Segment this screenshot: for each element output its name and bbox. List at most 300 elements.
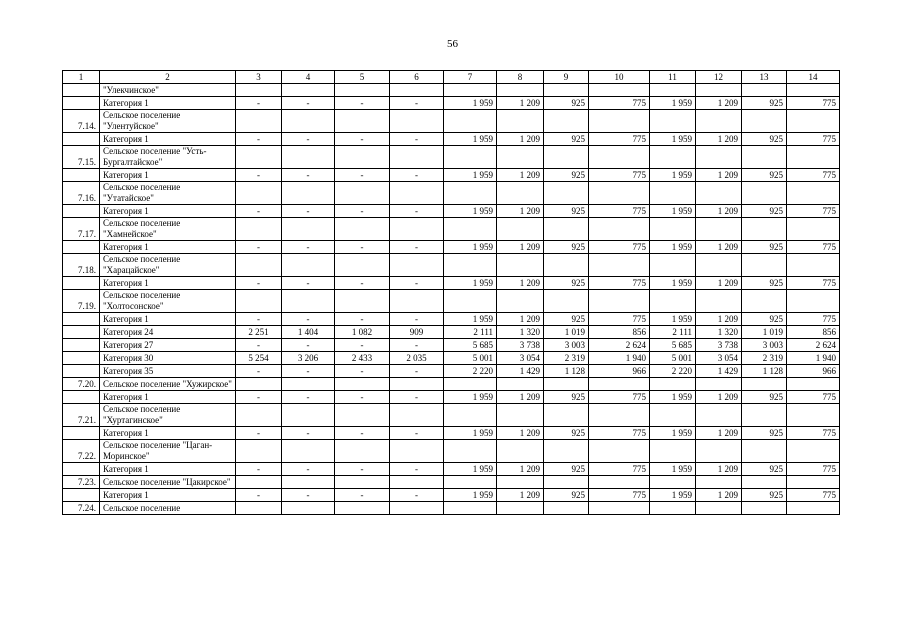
value-cell bbox=[544, 146, 589, 169]
value-cell: - bbox=[390, 241, 444, 254]
value-cell: 1 320 bbox=[497, 326, 544, 339]
value-cell: 925 bbox=[742, 169, 787, 182]
value-cell bbox=[696, 440, 742, 463]
settlement-name-cell: Сельское поселение "Хуртагинское" bbox=[100, 404, 236, 427]
value-cell bbox=[742, 378, 787, 391]
item-number-cell bbox=[63, 427, 100, 440]
value-cell bbox=[787, 218, 840, 241]
value-cell bbox=[787, 476, 840, 489]
value-cell: 775 bbox=[589, 427, 650, 440]
item-number-cell bbox=[63, 339, 100, 352]
value-cell: 1 209 bbox=[696, 133, 742, 146]
value-cell: 2 111 bbox=[650, 326, 696, 339]
value-cell: 925 bbox=[544, 97, 589, 110]
value-cell: 1 404 bbox=[282, 326, 335, 339]
value-cell bbox=[390, 84, 444, 97]
category-row bbox=[63, 365, 840, 378]
category-row bbox=[63, 391, 840, 404]
column-number-cell: 12 bbox=[696, 71, 742, 84]
value-cell bbox=[497, 218, 544, 241]
column-number-cell: 10 bbox=[589, 71, 650, 84]
settlement-name-cell: Сельское поселение "Цаган-Моринское" bbox=[100, 440, 236, 463]
value-cell: 2 251 bbox=[236, 326, 282, 339]
value-cell bbox=[589, 476, 650, 489]
value-cell: 1 320 bbox=[696, 326, 742, 339]
value-cell: 966 bbox=[787, 365, 840, 378]
category-label-cell: Категория 35 bbox=[100, 365, 236, 378]
value-cell: 1 959 bbox=[444, 489, 497, 502]
value-cell bbox=[544, 476, 589, 489]
category-label-cell: Категория 1 bbox=[100, 313, 236, 326]
item-number-cell: 7.15. bbox=[63, 146, 100, 169]
value-cell bbox=[444, 218, 497, 241]
value-cell: - bbox=[390, 205, 444, 218]
value-cell bbox=[589, 404, 650, 427]
value-cell: 1 209 bbox=[696, 313, 742, 326]
value-cell: 909 bbox=[390, 326, 444, 339]
value-cell bbox=[497, 146, 544, 169]
value-cell: 1 959 bbox=[650, 205, 696, 218]
category-row bbox=[63, 169, 840, 182]
value-cell: 925 bbox=[544, 489, 589, 502]
value-cell: - bbox=[282, 97, 335, 110]
value-cell: 1 959 bbox=[444, 427, 497, 440]
value-cell: 1 209 bbox=[497, 169, 544, 182]
value-cell bbox=[650, 476, 696, 489]
value-cell: 925 bbox=[742, 391, 787, 404]
value-cell: - bbox=[390, 489, 444, 502]
value-cell bbox=[390, 110, 444, 133]
category-label-cell: Категория 1 bbox=[100, 133, 236, 146]
category-label-cell: Категория 1 bbox=[100, 277, 236, 290]
value-cell: - bbox=[236, 339, 282, 352]
column-number-cell: 14 bbox=[787, 71, 840, 84]
value-cell bbox=[236, 182, 282, 205]
value-cell: 2 433 bbox=[335, 352, 390, 365]
value-cell bbox=[650, 146, 696, 169]
value-cell bbox=[787, 502, 840, 515]
value-cell: 1 209 bbox=[696, 241, 742, 254]
value-cell bbox=[236, 476, 282, 489]
value-cell bbox=[544, 218, 589, 241]
item-number-cell bbox=[63, 352, 100, 365]
value-cell bbox=[335, 110, 390, 133]
value-cell: 775 bbox=[787, 133, 840, 146]
value-cell bbox=[650, 110, 696, 133]
value-cell bbox=[390, 290, 444, 313]
value-cell bbox=[335, 502, 390, 515]
value-cell bbox=[544, 378, 589, 391]
value-cell bbox=[444, 84, 497, 97]
value-cell bbox=[497, 110, 544, 133]
value-cell: 5 001 bbox=[444, 352, 497, 365]
value-cell bbox=[650, 254, 696, 277]
value-cell bbox=[282, 378, 335, 391]
value-cell: 1 959 bbox=[444, 241, 497, 254]
column-number-cell: 3 bbox=[236, 71, 282, 84]
value-cell: 775 bbox=[787, 277, 840, 290]
value-cell: - bbox=[335, 365, 390, 378]
value-cell: - bbox=[282, 489, 335, 502]
value-cell bbox=[236, 404, 282, 427]
value-cell bbox=[282, 146, 335, 169]
value-cell: 1 209 bbox=[497, 133, 544, 146]
value-cell: - bbox=[282, 391, 335, 404]
value-cell bbox=[742, 502, 787, 515]
value-cell: 1 209 bbox=[696, 427, 742, 440]
item-number-cell bbox=[63, 205, 100, 218]
settlement-row bbox=[63, 440, 840, 463]
category-row bbox=[63, 352, 840, 365]
value-cell bbox=[497, 502, 544, 515]
value-cell bbox=[236, 110, 282, 133]
settlement-name-cell: Сельское поселение "Усть-Бургалтайское" bbox=[100, 146, 236, 169]
value-cell bbox=[544, 440, 589, 463]
value-cell: - bbox=[282, 313, 335, 326]
settlement-name-cell: Сельское поселение "Улентуйское" bbox=[100, 110, 236, 133]
value-cell bbox=[787, 404, 840, 427]
value-cell bbox=[390, 440, 444, 463]
value-cell: 775 bbox=[589, 241, 650, 254]
value-cell bbox=[742, 404, 787, 427]
value-cell bbox=[497, 378, 544, 391]
value-cell: 1 209 bbox=[497, 205, 544, 218]
value-cell: 775 bbox=[589, 489, 650, 502]
value-cell: 1 959 bbox=[650, 391, 696, 404]
value-cell bbox=[236, 440, 282, 463]
value-cell bbox=[742, 110, 787, 133]
value-cell bbox=[497, 84, 544, 97]
value-cell: 2 319 bbox=[544, 352, 589, 365]
item-number-cell bbox=[63, 241, 100, 254]
item-number-cell bbox=[63, 463, 100, 476]
value-cell: 1 959 bbox=[444, 277, 497, 290]
settlement-row bbox=[63, 502, 840, 515]
value-cell bbox=[497, 476, 544, 489]
value-cell: - bbox=[236, 277, 282, 290]
category-label-cell: Категория 24 bbox=[100, 326, 236, 339]
value-cell bbox=[497, 182, 544, 205]
value-cell: - bbox=[236, 169, 282, 182]
value-cell: - bbox=[335, 463, 390, 476]
value-cell: 1 209 bbox=[696, 205, 742, 218]
value-cell bbox=[335, 146, 390, 169]
value-cell: 1 959 bbox=[444, 133, 497, 146]
value-cell: 925 bbox=[544, 241, 589, 254]
value-cell: 925 bbox=[544, 391, 589, 404]
value-cell: 2 220 bbox=[444, 365, 497, 378]
value-cell: - bbox=[236, 313, 282, 326]
value-cell: - bbox=[236, 463, 282, 476]
column-number-cell: 1 bbox=[63, 71, 100, 84]
value-cell: 1 940 bbox=[589, 352, 650, 365]
settlement-row bbox=[63, 182, 840, 205]
category-label-cell: Категория 1 bbox=[100, 97, 236, 110]
value-cell: 925 bbox=[742, 463, 787, 476]
value-cell: 5 685 bbox=[444, 339, 497, 352]
settlement-name-cell: Сельское поселение "Хамнейское" bbox=[100, 218, 236, 241]
value-cell: - bbox=[282, 339, 335, 352]
category-row bbox=[63, 205, 840, 218]
value-cell: 775 bbox=[589, 463, 650, 476]
value-cell: 1 019 bbox=[742, 326, 787, 339]
column-number-cell: 13 bbox=[742, 71, 787, 84]
value-cell: - bbox=[390, 133, 444, 146]
category-row bbox=[63, 326, 840, 339]
item-number-cell bbox=[63, 489, 100, 502]
value-cell: 3 738 bbox=[497, 339, 544, 352]
value-cell: - bbox=[390, 277, 444, 290]
table-header-row bbox=[63, 71, 840, 84]
value-cell bbox=[696, 110, 742, 133]
settlement-name-cell: Сельское поселение "Харацайское" bbox=[100, 254, 236, 277]
value-cell bbox=[742, 254, 787, 277]
value-cell bbox=[236, 502, 282, 515]
value-cell: 925 bbox=[544, 313, 589, 326]
category-label-cell: Категория 30 bbox=[100, 352, 236, 365]
value-cell: 775 bbox=[589, 97, 650, 110]
value-cell bbox=[444, 440, 497, 463]
item-number-cell: 7.24. bbox=[63, 502, 100, 515]
value-cell: 3 738 bbox=[696, 339, 742, 352]
value-cell: - bbox=[335, 489, 390, 502]
value-cell: 1 209 bbox=[497, 241, 544, 254]
category-row bbox=[63, 339, 840, 352]
value-cell: 775 bbox=[787, 427, 840, 440]
value-cell bbox=[282, 404, 335, 427]
value-cell bbox=[390, 502, 444, 515]
value-cell bbox=[335, 182, 390, 205]
value-cell bbox=[282, 476, 335, 489]
value-cell bbox=[236, 218, 282, 241]
value-cell bbox=[787, 378, 840, 391]
value-cell: - bbox=[390, 427, 444, 440]
value-cell bbox=[544, 254, 589, 277]
value-cell: - bbox=[390, 169, 444, 182]
category-label-cell: Категория 1 bbox=[100, 463, 236, 476]
value-cell: - bbox=[282, 205, 335, 218]
value-cell: 925 bbox=[544, 205, 589, 218]
value-cell bbox=[787, 290, 840, 313]
value-cell bbox=[589, 218, 650, 241]
value-cell bbox=[696, 254, 742, 277]
value-cell bbox=[696, 182, 742, 205]
value-cell: 2 319 bbox=[742, 352, 787, 365]
value-cell: 1 429 bbox=[497, 365, 544, 378]
value-cell: 2 111 bbox=[444, 326, 497, 339]
value-cell: 1 959 bbox=[444, 463, 497, 476]
settlement-row bbox=[63, 218, 840, 241]
value-cell bbox=[282, 84, 335, 97]
settlement-name-cell: Сельское поселение "Холтосонское" bbox=[100, 290, 236, 313]
value-cell bbox=[544, 502, 589, 515]
item-number-cell bbox=[63, 277, 100, 290]
value-cell: 775 bbox=[589, 313, 650, 326]
value-cell bbox=[390, 146, 444, 169]
value-cell bbox=[544, 290, 589, 313]
value-cell: - bbox=[390, 463, 444, 476]
value-cell: 775 bbox=[589, 277, 650, 290]
value-cell: 3 003 bbox=[544, 339, 589, 352]
value-cell bbox=[650, 218, 696, 241]
item-number-cell bbox=[63, 97, 100, 110]
item-number-cell: 7.18. bbox=[63, 254, 100, 277]
value-cell bbox=[742, 218, 787, 241]
value-cell bbox=[444, 502, 497, 515]
value-cell: 856 bbox=[589, 326, 650, 339]
value-cell: 5 685 bbox=[650, 339, 696, 352]
value-cell bbox=[497, 440, 544, 463]
value-cell: 1 209 bbox=[497, 489, 544, 502]
value-cell: 925 bbox=[742, 133, 787, 146]
value-cell: - bbox=[335, 277, 390, 290]
value-cell: - bbox=[390, 313, 444, 326]
item-number-cell bbox=[63, 133, 100, 146]
item-number-cell bbox=[63, 313, 100, 326]
value-cell bbox=[444, 378, 497, 391]
value-cell: 925 bbox=[742, 241, 787, 254]
value-cell: - bbox=[282, 277, 335, 290]
settlement-row bbox=[63, 146, 840, 169]
value-cell: 1 959 bbox=[650, 169, 696, 182]
value-cell bbox=[696, 290, 742, 313]
settlement-row bbox=[63, 84, 840, 97]
value-cell: 1 959 bbox=[650, 97, 696, 110]
value-cell: 1 209 bbox=[497, 313, 544, 326]
value-cell bbox=[497, 404, 544, 427]
value-cell: 1 959 bbox=[650, 463, 696, 476]
value-cell bbox=[236, 254, 282, 277]
value-cell bbox=[390, 476, 444, 489]
category-label-cell: Категория 1 bbox=[100, 489, 236, 502]
value-cell: 1 128 bbox=[742, 365, 787, 378]
value-cell: 1 959 bbox=[650, 313, 696, 326]
value-cell bbox=[282, 110, 335, 133]
value-cell: - bbox=[236, 241, 282, 254]
value-cell bbox=[589, 146, 650, 169]
value-cell bbox=[335, 440, 390, 463]
value-cell: 775 bbox=[589, 169, 650, 182]
value-cell: 775 bbox=[787, 313, 840, 326]
value-cell: 5 254 bbox=[236, 352, 282, 365]
value-cell: 1 959 bbox=[444, 169, 497, 182]
value-cell: - bbox=[335, 205, 390, 218]
item-number-cell bbox=[63, 326, 100, 339]
value-cell bbox=[335, 254, 390, 277]
value-cell: 925 bbox=[544, 277, 589, 290]
value-cell bbox=[742, 440, 787, 463]
value-cell: - bbox=[335, 241, 390, 254]
value-cell: 775 bbox=[787, 241, 840, 254]
value-cell bbox=[696, 84, 742, 97]
category-row bbox=[63, 427, 840, 440]
value-cell bbox=[236, 290, 282, 313]
value-cell: - bbox=[236, 391, 282, 404]
column-number-cell: 6 bbox=[390, 71, 444, 84]
value-cell: 3 054 bbox=[497, 352, 544, 365]
value-cell: 856 bbox=[787, 326, 840, 339]
value-cell bbox=[589, 440, 650, 463]
value-cell: 1 959 bbox=[444, 313, 497, 326]
value-cell: - bbox=[282, 427, 335, 440]
value-cell bbox=[236, 378, 282, 391]
value-cell: 2 035 bbox=[390, 352, 444, 365]
item-number-cell: 7.16. bbox=[63, 182, 100, 205]
value-cell: 1 209 bbox=[696, 489, 742, 502]
item-number-cell: 7.19. bbox=[63, 290, 100, 313]
value-cell bbox=[650, 84, 696, 97]
category-label-cell: Категория 1 bbox=[100, 391, 236, 404]
value-cell bbox=[335, 290, 390, 313]
value-cell: 3 003 bbox=[742, 339, 787, 352]
settlement-row bbox=[63, 404, 840, 427]
value-cell bbox=[787, 110, 840, 133]
value-cell: 925 bbox=[742, 277, 787, 290]
value-cell bbox=[589, 254, 650, 277]
value-cell: 775 bbox=[589, 391, 650, 404]
value-cell bbox=[282, 218, 335, 241]
value-cell: 1 209 bbox=[696, 463, 742, 476]
value-cell: 925 bbox=[544, 133, 589, 146]
value-cell bbox=[335, 218, 390, 241]
settlement-row bbox=[63, 110, 840, 133]
settlement-row bbox=[63, 290, 840, 313]
column-number-cell: 9 bbox=[544, 71, 589, 84]
value-cell: 1 209 bbox=[696, 169, 742, 182]
value-cell: 775 bbox=[589, 133, 650, 146]
value-cell: 3 054 bbox=[696, 352, 742, 365]
value-cell: 2 624 bbox=[787, 339, 840, 352]
value-cell: 1 959 bbox=[650, 133, 696, 146]
item-number-cell: 7.20. bbox=[63, 378, 100, 391]
category-row bbox=[63, 97, 840, 110]
value-cell: 925 bbox=[544, 169, 589, 182]
value-cell bbox=[444, 146, 497, 169]
value-cell: - bbox=[335, 133, 390, 146]
value-cell: 1 209 bbox=[497, 427, 544, 440]
category-label-cell: Категория 1 bbox=[100, 205, 236, 218]
column-number-cell: 11 bbox=[650, 71, 696, 84]
value-cell: 925 bbox=[742, 97, 787, 110]
item-number-cell: 7.22. bbox=[63, 440, 100, 463]
value-cell bbox=[589, 378, 650, 391]
value-cell bbox=[335, 404, 390, 427]
value-cell: 775 bbox=[787, 97, 840, 110]
value-cell: 775 bbox=[787, 169, 840, 182]
value-cell: - bbox=[282, 133, 335, 146]
settlement-name-cell: Сельское поселение "Утатайское" bbox=[100, 182, 236, 205]
value-cell: - bbox=[335, 427, 390, 440]
value-cell bbox=[696, 146, 742, 169]
value-cell bbox=[335, 476, 390, 489]
value-cell: - bbox=[282, 241, 335, 254]
value-cell bbox=[236, 146, 282, 169]
value-cell: - bbox=[236, 427, 282, 440]
category-row bbox=[63, 241, 840, 254]
value-cell: - bbox=[335, 313, 390, 326]
value-cell: - bbox=[236, 489, 282, 502]
value-cell bbox=[444, 254, 497, 277]
settlement-row bbox=[63, 254, 840, 277]
column-number-cell: 8 bbox=[497, 71, 544, 84]
value-cell bbox=[787, 146, 840, 169]
value-cell: 1 959 bbox=[650, 427, 696, 440]
value-cell: 1 209 bbox=[696, 97, 742, 110]
value-cell: 775 bbox=[787, 391, 840, 404]
value-cell bbox=[497, 254, 544, 277]
value-cell: - bbox=[335, 339, 390, 352]
value-cell: 2 624 bbox=[589, 339, 650, 352]
